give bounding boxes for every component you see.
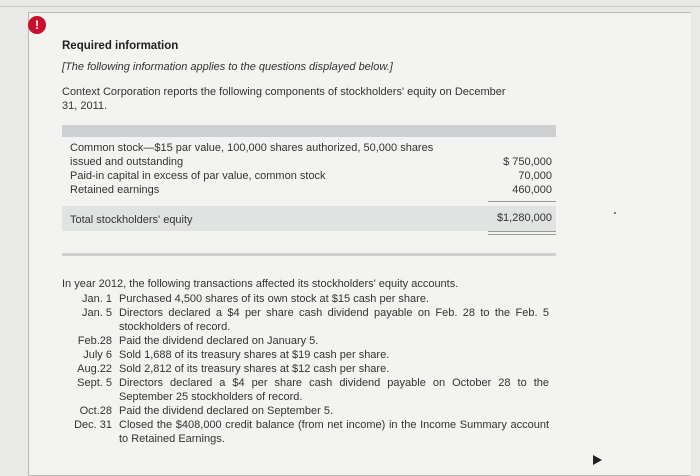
page-subtitle: [The following information applies to the questions displayed below.] bbox=[62, 61, 393, 73]
total-double-rule-1 bbox=[488, 231, 556, 232]
total-amount: $1,280,000 bbox=[496, 212, 552, 224]
row-retained-amount: 460,000 bbox=[512, 184, 552, 196]
total-double-rule-2 bbox=[488, 234, 556, 235]
cursor-icon bbox=[593, 455, 602, 465]
tx-text: Paid the dividend declared on January 5. bbox=[119, 335, 319, 347]
tx-date: Oct.28 bbox=[79, 405, 112, 417]
tx-date: Sept. 5 bbox=[77, 377, 112, 389]
top-divider bbox=[0, 6, 700, 7]
total-label: Total stockholders' equity bbox=[70, 214, 193, 226]
page-title: Required information bbox=[62, 40, 179, 52]
table-header-bar bbox=[62, 125, 556, 137]
section-separator bbox=[62, 253, 556, 256]
transactions-intro: In year 2012, the following transactions affected its stockholders' equity accounts. bbox=[62, 278, 459, 290]
tx-text: Paid the dividend declared on September 5. bbox=[119, 405, 334, 417]
row-retained-label: Retained earnings bbox=[70, 184, 160, 196]
tx-date: Jan. 5 bbox=[82, 307, 112, 319]
alert-icon: ! bbox=[28, 16, 46, 34]
tx-date: Feb.28 bbox=[77, 335, 112, 347]
tx-text: Directors declared a $4 per share cash dividend payable on Feb. 28 to the Feb. 5 stockholders of record. bbox=[119, 307, 549, 333]
tx-text: Closed the $408,000 credit balance (from net income) in the Income Summary account to Retained Earnings. bbox=[119, 419, 549, 445]
tx-date: Dec. 31 bbox=[74, 419, 112, 431]
tx-text: Directors declared a $4 per share cash dividend payable on October 28 to the September 25 stockholders of record. bbox=[119, 377, 549, 403]
tx-date: Aug.22 bbox=[77, 363, 112, 375]
intro-text: Context Corporation reports the following components of stockholders' equity on December 31, 2011. bbox=[62, 86, 506, 112]
row-common-stock-label-1: Common stock—$15 par value, 100,000 shares authorized, 50,000 shares bbox=[70, 142, 434, 154]
subtotal-rule bbox=[488, 201, 556, 202]
tx-date: Jan. 1 bbox=[82, 293, 112, 305]
tx-text: Sold 2,812 of its treasury shares at $12 cash per share. bbox=[119, 363, 390, 375]
tx-date: July 6 bbox=[83, 349, 112, 361]
row-paid-in-label: Paid-in capital in excess of par value, common stock bbox=[70, 170, 326, 182]
row-common-stock-label-2: issued and outstanding bbox=[70, 156, 184, 168]
row-common-stock-amount: $ 750,000 bbox=[503, 156, 552, 168]
tx-text: Purchased 4,500 shares of its own stock at $15 cash per share. bbox=[119, 293, 430, 305]
stray-mark bbox=[614, 212, 616, 214]
tx-text: Sold 1,688 of its treasury shares at $19 cash per share. bbox=[119, 349, 390, 361]
row-paid-in-amount: 70,000 bbox=[518, 170, 552, 182]
